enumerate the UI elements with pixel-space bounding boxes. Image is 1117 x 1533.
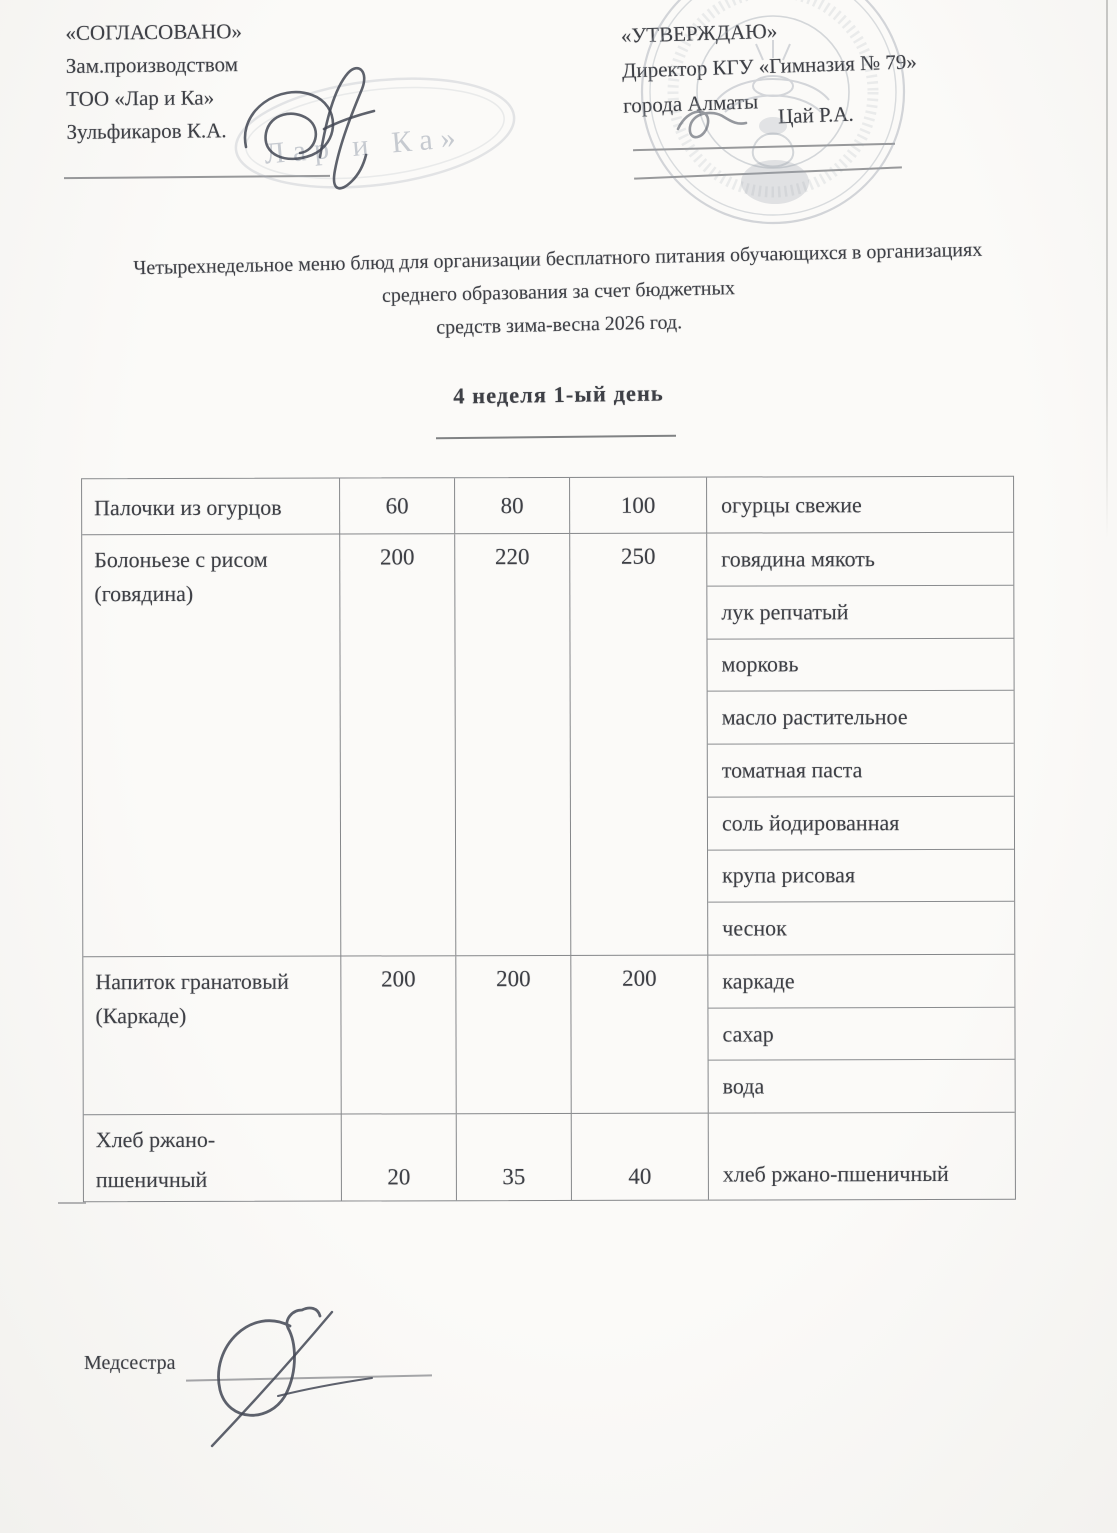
document-title bbox=[0, 231, 1117, 354]
dish-name: Палочки из огурцов bbox=[82, 479, 340, 535]
portion-grams: 40 bbox=[572, 1114, 709, 1200]
menu-row bbox=[83, 955, 1014, 1115]
approved-title: «УТВЕРЖДАЮ» bbox=[620, 18, 778, 48]
ingredient-item: масло растительное bbox=[708, 691, 1014, 745]
portion-grams: 60 bbox=[340, 478, 455, 533]
dish-name: Хлеб ржано- пшеничный bbox=[84, 1115, 342, 1202]
ingredient-item: соль йодированная bbox=[708, 797, 1014, 851]
portion-grams: 35 bbox=[457, 1114, 572, 1200]
portion-grams: 250 bbox=[570, 534, 708, 955]
portion-grams: 20 bbox=[342, 1114, 457, 1200]
ingredient-item: томатная паста bbox=[708, 744, 1014, 798]
title-line-3: средств зима-весна 2026 год. bbox=[436, 311, 683, 339]
nurse-signature bbox=[190, 1298, 430, 1453]
table-border-artifact bbox=[58, 1202, 86, 1204]
left-signature bbox=[228, 55, 428, 205]
agreed-name: Зульфикаров К.А. bbox=[66, 118, 227, 144]
menu-row bbox=[82, 533, 1014, 957]
dish-name: Болоньезе с рисом (говядина) bbox=[82, 535, 341, 957]
ingredients-cell bbox=[707, 477, 1013, 533]
title-line-2: среднего образования за счет бюджетных bbox=[381, 277, 736, 307]
ingredients-cell bbox=[707, 533, 1014, 955]
menu-row bbox=[82, 477, 1013, 535]
ingredient-item: лук репчатый bbox=[707, 586, 1013, 640]
portion-grams: 200 bbox=[340, 534, 456, 955]
approved-city: города Алматы bbox=[622, 89, 759, 118]
portion-grams: 200 bbox=[571, 956, 708, 1113]
ingredient-item: морковь bbox=[707, 638, 1013, 692]
ingredient-item: хлеб ржано-пшеничный bbox=[722, 1160, 949, 1187]
menu-row bbox=[84, 1113, 1015, 1201]
ingredient-item: вода bbox=[722, 1073, 765, 1099]
week-day-heading: 4 неделя 1-ый день bbox=[453, 380, 664, 409]
title-line-1: Четырехнедельное меню блюд для организации бесплатного питания обучающихся в организациях bbox=[133, 238, 983, 280]
portion-grams: 100 bbox=[570, 478, 707, 533]
dish-name: Напиток гранатовый (Каркаде) bbox=[83, 957, 341, 1115]
portion-grams: 200 bbox=[341, 956, 456, 1113]
nurse-label: Медсестра bbox=[84, 1352, 176, 1374]
ingredient-item: огурцы свежие bbox=[721, 491, 862, 518]
portion-grams: 200 bbox=[456, 956, 571, 1113]
portion-grams: 80 bbox=[455, 478, 570, 533]
week-heading-underline bbox=[436, 435, 676, 440]
director-signature bbox=[660, 95, 780, 155]
portion-grams: 220 bbox=[455, 534, 571, 955]
agreed-role: Зам.производством bbox=[65, 52, 239, 78]
oval-stamp-text: Лар и Ка» bbox=[262, 120, 465, 171]
ingredient-item: крупа рисовая bbox=[708, 849, 1014, 903]
ingredient-item: чеснок bbox=[722, 915, 787, 941]
ingredients-cell bbox=[709, 1113, 1015, 1200]
ingredients-cell bbox=[708, 955, 1014, 1113]
ingredient-item: говядина мякоть bbox=[707, 533, 1013, 587]
approved-role: Директор КГУ «Гимназия № 79» bbox=[621, 49, 918, 83]
menu-table bbox=[81, 476, 1016, 1202]
ingredient-item: каркаде bbox=[708, 955, 1014, 1008]
ingredient-item: сахар bbox=[708, 1007, 1014, 1060]
director-name: Цай Р.А. bbox=[777, 101, 855, 129]
agreed-org: ТОО «Лар и Ка» bbox=[66, 85, 215, 111]
agreed-title: «СОГЛАСОВАНО» bbox=[65, 19, 243, 45]
